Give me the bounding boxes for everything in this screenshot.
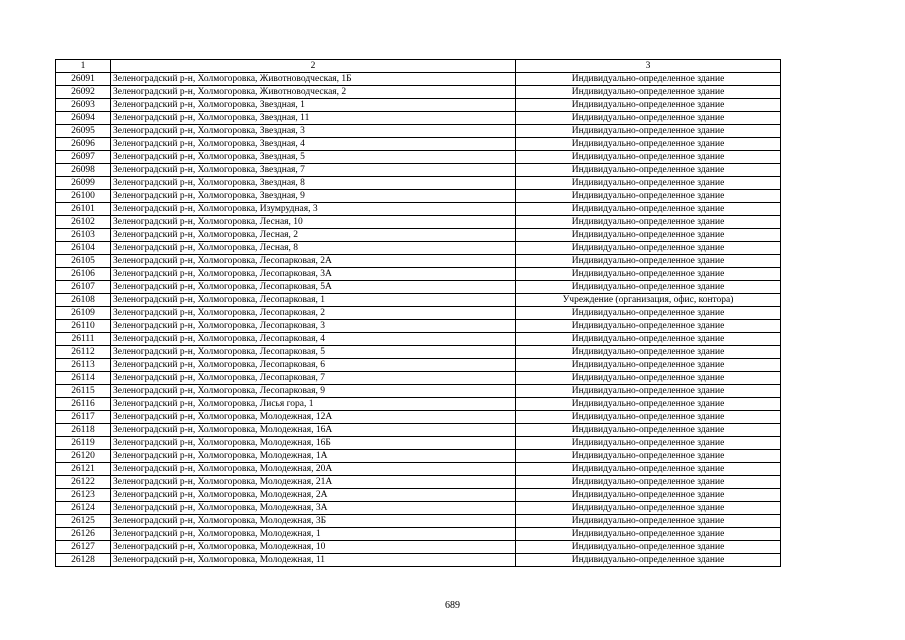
object-type-cell: Индивидуально-определенное здание [516,86,781,99]
table-row [56,411,781,424]
object-type-cell: Учреждение (организация, офис, контора) [516,294,781,307]
table-row [56,359,781,372]
object-type-cell: Индивидуально-определенное здание [516,151,781,164]
table-row [56,125,781,138]
object-type-cell: Индивидуально-определенное здание [516,411,781,424]
row-number-cell: 26113 [56,359,111,372]
row-number-cell: 26118 [56,424,111,437]
table-row [56,515,781,528]
address-cell: Зеленоградский р-н, Холмогоровка, Животноводческая, 1Б [111,73,516,86]
row-number-cell: 26106 [56,268,111,281]
object-type-cell: Индивидуально-определенное здание [516,281,781,294]
address-cell: Зеленоградский р-н, Холмогоровка, Лесная, 10 [111,216,516,229]
row-number-cell: 26128 [56,554,111,567]
table-row [56,398,781,411]
row-number-cell: 26110 [56,320,111,333]
address-cell: Зеленоградский р-н, Холмогоровка, Молодежная, 11 [111,554,516,567]
table-row [56,333,781,346]
object-type-cell: Индивидуально-определенное здание [516,489,781,502]
object-type-cell: Индивидуально-определенное здание [516,476,781,489]
object-type-cell: Индивидуально-определенное здание [516,437,781,450]
row-number-cell: 26117 [56,411,111,424]
row-number-cell: 26109 [56,307,111,320]
object-type-cell: Индивидуально-определенное здание [516,424,781,437]
row-number-cell: 26120 [56,450,111,463]
address-cell: Зеленоградский р-н, Холмогоровка, Лесопарковая, 2А [111,255,516,268]
row-number-cell: 26111 [56,333,111,346]
table-row [56,489,781,502]
address-cell: Зеленоградский р-н, Холмогоровка, Молодежная, 16Б [111,437,516,450]
object-type-cell: Индивидуально-определенное здание [516,229,781,242]
object-type-cell: Индивидуально-определенное здание [516,528,781,541]
address-cell: Зеленоградский р-н, Холмогоровка, Лисья гора, 1 [111,398,516,411]
address-cell: Зеленоградский р-н, Холмогоровка, Лесопарковая, 6 [111,359,516,372]
row-number-cell: 26105 [56,255,111,268]
table-row [56,99,781,112]
row-number-cell: 26108 [56,294,111,307]
object-type-cell: Индивидуально-определенное здание [516,541,781,554]
row-number-cell: 26112 [56,346,111,359]
object-type-cell: Индивидуально-определенное здание [516,190,781,203]
row-number-cell: 26095 [56,125,111,138]
row-number-cell: 26114 [56,372,111,385]
table-row [56,255,781,268]
address-cell: Зеленоградский р-н, Холмогоровка, Лесопарковая, 5А [111,281,516,294]
table-row [56,216,781,229]
address-cell: Зеленоградский р-н, Холмогоровка, Молодежная, 21А [111,476,516,489]
row-number-cell: 26104 [56,242,111,255]
object-type-cell: Индивидуально-определенное здание [516,554,781,567]
table-row [56,346,781,359]
object-type-cell: Индивидуально-определенное здание [516,73,781,86]
address-cell: Зеленоградский р-н, Холмогоровка, Лесопарковая, 3 [111,320,516,333]
address-cell: Зеленоградский р-н, Холмогоровка, Лесопарковая, 7 [111,372,516,385]
address-cell: Зеленоградский р-н, Холмогоровка, Молодежная, 16А [111,424,516,437]
address-cell: Зеленоградский р-н, Холмогоровка, Молодежная, 1А [111,450,516,463]
object-type-cell: Индивидуально-определенное здание [516,112,781,125]
header-col-3: 3 [516,60,781,73]
page-number: 689 [445,600,460,611]
address-cell: Зеленоградский р-н, Холмогоровка, Лесопарковая, 9 [111,385,516,398]
table-row [56,242,781,255]
table-row [56,138,781,151]
row-number-cell: 26092 [56,86,111,99]
row-number-cell: 26099 [56,177,111,190]
row-number-cell: 26094 [56,112,111,125]
row-number-cell: 26097 [56,151,111,164]
address-cell: Зеленоградский р-н, Холмогоровка, Звездная, 7 [111,164,516,177]
row-number-cell: 26102 [56,216,111,229]
object-type-cell: Индивидуально-определенное здание [516,333,781,346]
table-row [56,372,781,385]
address-cell: Зеленоградский р-н, Холмогоровка, Лесопарковая, 3А [111,268,516,281]
table-row [56,164,781,177]
row-number-cell: 26126 [56,528,111,541]
header-row [56,60,781,73]
row-number-cell: 26100 [56,190,111,203]
object-type-cell: Индивидуально-определенное здание [516,203,781,216]
table-row [56,190,781,203]
row-number-cell: 26122 [56,476,111,489]
table-row [56,307,781,320]
object-type-cell: Индивидуально-определенное здание [516,359,781,372]
table-row [56,112,781,125]
table-row [56,385,781,398]
object-type-cell: Индивидуально-определенное здание [516,177,781,190]
address-cell: Зеленоградский р-н, Холмогоровка, Звездная, 5 [111,151,516,164]
table-row [56,437,781,450]
address-cell: Зеленоградский р-н, Холмогоровка, Звездная, 8 [111,177,516,190]
row-number-cell: 26101 [56,203,111,216]
row-number-cell: 26121 [56,463,111,476]
address-cell: Зеленоградский р-н, Холмогоровка, Лесопарковая, 5 [111,346,516,359]
table-row [56,203,781,216]
table-row [56,502,781,515]
address-cell: Зеленоградский р-н, Холмогоровка, Звездная, 9 [111,190,516,203]
object-type-cell: Индивидуально-определенное здание [516,463,781,476]
table-row [56,294,781,307]
object-type-cell: Индивидуально-определенное здание [516,515,781,528]
table-row [56,528,781,541]
address-cell: Зеленоградский р-н, Холмогоровка, Молодежная, 1 [111,528,516,541]
object-type-cell: Индивидуально-определенное здание [516,99,781,112]
header-col-1: 1 [56,60,111,73]
address-cell: Зеленоградский р-н, Холмогоровка, Молодежная, 3А [111,502,516,515]
table-row [56,281,781,294]
object-type-cell: Индивидуально-определенное здание [516,502,781,515]
row-number-cell: 26091 [56,73,111,86]
address-cell: Зеленоградский р-н, Холмогоровка, Лесная, 2 [111,229,516,242]
object-type-cell: Индивидуально-определенное здание [516,372,781,385]
table-row [56,86,781,99]
object-type-cell: Индивидуально-определенное здание [516,268,781,281]
address-cell: Зеленоградский р-н, Холмогоровка, Звездная, 11 [111,112,516,125]
object-type-cell: Индивидуально-определенное здание [516,216,781,229]
object-type-cell: Индивидуально-определенное здание [516,385,781,398]
row-number-cell: 26127 [56,541,111,554]
table-row [56,229,781,242]
row-number-cell: 26123 [56,489,111,502]
address-cell: Зеленоградский р-н, Холмогоровка, Лесная, 8 [111,242,516,255]
row-number-cell: 26098 [56,164,111,177]
row-number-cell: 26093 [56,99,111,112]
address-cell: Зеленоградский р-н, Холмогоровка, Молодежная, 12А [111,411,516,424]
row-number-cell: 26116 [56,398,111,411]
address-cell: Зеленоградский р-н, Холмогоровка, Изумрудная, 3 [111,203,516,216]
object-type-cell: Индивидуально-определенное здание [516,307,781,320]
table-header [56,60,781,73]
row-number-cell: 26107 [56,281,111,294]
object-type-cell: Индивидуально-определенное здание [516,125,781,138]
address-cell: Зеленоградский р-н, Холмогоровка, Молодежная, 2А [111,489,516,502]
address-cell: Зеленоградский р-н, Холмогоровка, Лесопарковая, 4 [111,333,516,346]
table-row [56,177,781,190]
address-cell: Зеленоградский р-н, Холмогоровка, Звездная, 3 [111,125,516,138]
table-row [56,463,781,476]
row-number-cell: 26096 [56,138,111,151]
table-row [56,450,781,463]
table-body [56,73,781,567]
object-type-cell: Индивидуально-определенное здание [516,138,781,151]
table-row [56,476,781,489]
address-cell: Зеленоградский р-н, Холмогоровка, Молодежная, 20А [111,463,516,476]
row-number-cell: 26124 [56,502,111,515]
table-row [56,424,781,437]
address-cell: Зеленоградский р-н, Холмогоровка, Звездная, 1 [111,99,516,112]
address-cell: Зеленоградский р-н, Холмогоровка, Молодежная, 3Б [111,515,516,528]
table-row [56,541,781,554]
object-type-cell: Индивидуально-определенное здание [516,450,781,463]
object-type-cell: Индивидуально-определенное здание [516,398,781,411]
address-cell: Зеленоградский р-н, Холмогоровка, Лесопарковая, 1 [111,294,516,307]
object-type-cell: Индивидуально-определенное здание [516,320,781,333]
object-type-cell: Индивидуально-определенное здание [516,164,781,177]
object-type-cell: Индивидуально-определенное здание [516,242,781,255]
row-number-cell: 26115 [56,385,111,398]
table-row [56,320,781,333]
address-cell: Зеленоградский р-н, Холмогоровка, Животноводческая, 2 [111,86,516,99]
object-type-cell: Индивидуально-определенное здание [516,255,781,268]
row-number-cell: 26125 [56,515,111,528]
address-cell: Зеленоградский р-н, Холмогоровка, Лесопарковая, 2 [111,307,516,320]
row-number-cell: 26103 [56,229,111,242]
table-row [56,268,781,281]
header-col-2: 2 [111,60,516,73]
table-row [56,151,781,164]
table-row [56,73,781,86]
row-number-cell: 26119 [56,437,111,450]
object-type-cell: Индивидуально-определенное здание [516,346,781,359]
address-cell: Зеленоградский р-н, Холмогоровка, Звездная, 4 [111,138,516,151]
address-cell: Зеленоградский р-н, Холмогоровка, Молодежная, 10 [111,541,516,554]
table-row [56,554,781,567]
registry-table [55,59,781,567]
